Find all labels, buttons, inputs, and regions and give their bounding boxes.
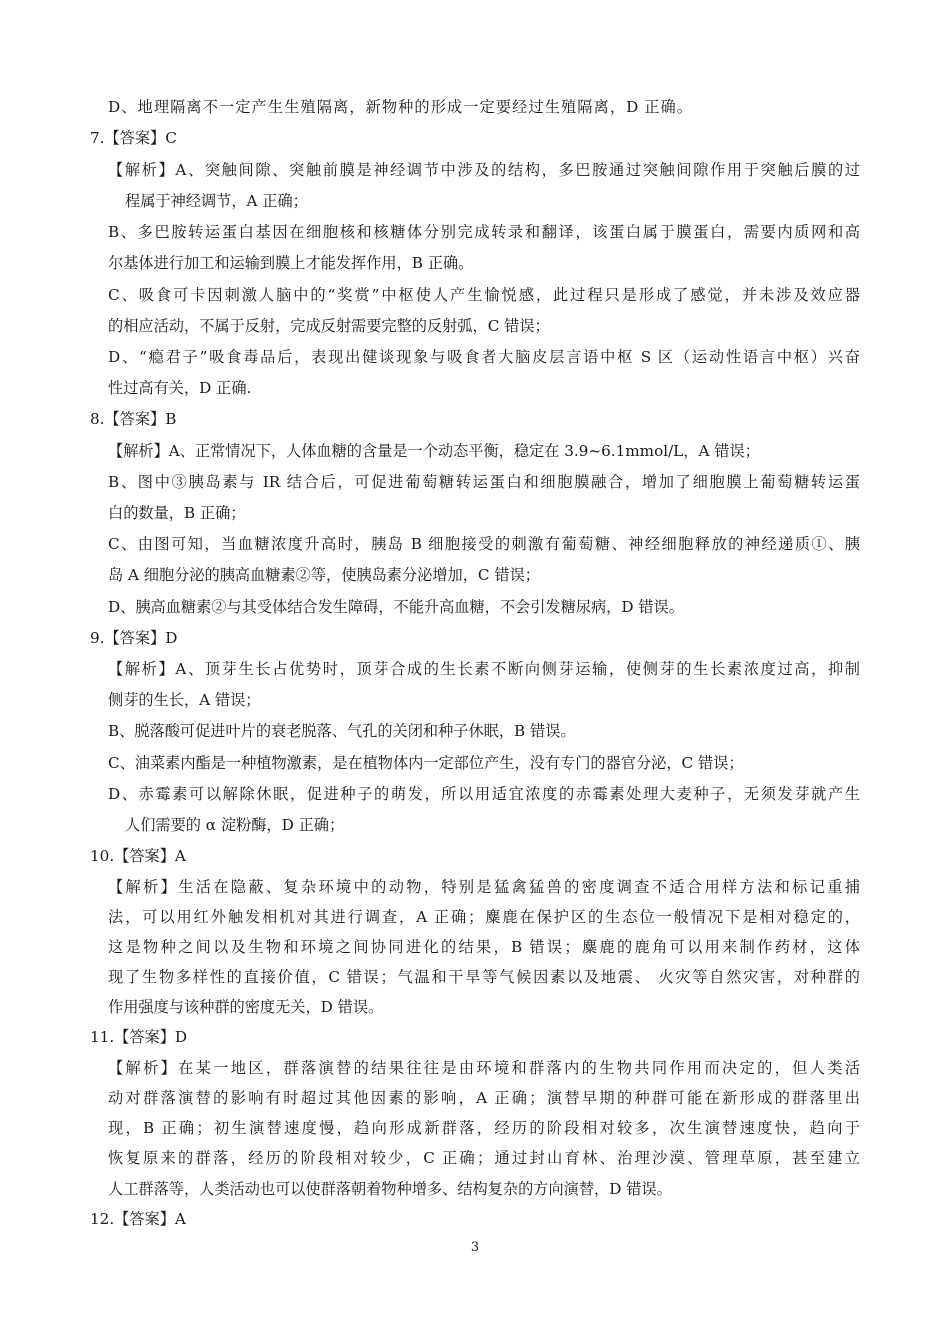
text-line: D、“瘾君子”吸食毒品后，表现出健谈现象与吸食者大脑皮层言语中枢 S 区（运动性语言中枢）兴奋 (108, 348, 860, 366)
text-line: 现了生物多样性的直接价值，C 错误；气温和干旱等气候因素以及地震、 火灾等自然灾害，对种群的 (108, 968, 860, 986)
text-line: 【解析】在某一地区，群落演替的结果往往是由环境和群落内的生物共同作用而决定的，但人类活 (108, 1059, 860, 1077)
answer-heading: 9.【答案】D (90, 629, 178, 647)
text-line: 的相应活动，不属于反射，完成反射需要完整的反射弧，C 错误； (108, 317, 550, 335)
text-line: 恢复原来的群落，经历的阶段相对较少，C 正确；通过封山育林、治理沙漠、管理草原，甚至建立 (108, 1149, 860, 1167)
text-line: 作用强度与该种群的密度无关，D 错误。 (108, 998, 384, 1016)
text-line: 现，B 正确；初生演替速度慢，趋向形成新群落，经历的阶段相对较多，次生演替速度快，趋向于 (108, 1119, 860, 1137)
text-line: 侧芽的生长，A 错误； (108, 691, 261, 709)
text-line: D、地理隔离不一定产生生殖隔离，新物种的形成一定要经过生殖隔离，D 正确。 (108, 98, 692, 116)
text-line: B、脱落酸可促进叶片的衰老脱落、气孔的关闭和种子休眠，B 错误。 (108, 722, 576, 740)
answer-heading: 11.【答案】D (90, 1028, 188, 1046)
text-line: C、油菜素内酯是一种植物激素，是在植物体内一定部位产生，没有专门的器官分泌，C 错误； (108, 754, 744, 772)
answer-heading: 10.【答案】A (90, 847, 186, 865)
text-line: B、图中③胰岛素与 IR 结合后，可促进葡萄糖转运蛋白和细胞膜融合，增加了细胞膜上葡萄糖转运蛋 (108, 473, 860, 491)
text-line: 白的数量，B 正确； (108, 504, 246, 522)
page-number: 3 (470, 1240, 480, 1255)
text-line: B、多巴胺转运蛋白基因在细胞核和核糖体分别完成转录和翻译，该蛋白属于膜蛋白，需要内质网和高 (108, 223, 860, 241)
text-line: 【解析】生活在隐蔽、复杂环境中的动物，特别是猛禽猛兽的密度调查不适合用样方法和标记重捕 (108, 878, 860, 896)
text-line: 岛 A 细胞分泌的胰高血糖素②等，使胰岛素分泌增加，C 错误； (108, 566, 540, 584)
text-line: 这是物种之间以及生物和环境之间协同进化的结果，B 错误；麋鹿的鹿角可以用来制作药材，这体 (108, 938, 860, 956)
text-line: 【解析】A、突触间隙、突触前膜是神经调节中涉及的结构，多巴胺通过突触间隙作用于突触后膜的过 (108, 161, 860, 179)
answer-heading: 12.【答案】A (90, 1210, 186, 1228)
text-line: C、吸食可卡因刺激人脑中的“奖赏”中枢使人产生愉悦感，此过程只是形成了感觉，并未涉及效应器 (108, 286, 860, 304)
text-line: D、胰高血糖素②与其受体结合发生障碍，不能升高血糖，不会引发糖尿病，D 错误。 (108, 598, 684, 616)
text-line: 性过高有关，D 正确. (108, 379, 252, 397)
text-line: 【解析】A、正常情况下，人体血糖的含量是一个动态平衡，稳定在 3.9~6.1mmol/L，A 错误； (108, 442, 760, 460)
text-line: 人们需要的 α 淀粉酶，D 正确； (125, 816, 345, 834)
text-line: D、赤霉素可以解除休眠，促进种子的萌发，所以用适宜浓度的赤霉素处理大麦种子，无须发芽就产生 (108, 785, 860, 803)
text-line: 人工群落等，人类活动也可以使群落朝着物种增多、结构复杂的方向演替，D 错误。 (108, 1180, 672, 1198)
text-line: 动对群落演替的影响有时超过其他因素的影响，A 正确；演替早期的种群可能在新形成的群落里出 (108, 1089, 860, 1107)
answer-heading: 8.【答案】B (90, 410, 177, 428)
text-line: 【解析】A、顶芽生长占优势时，顶芽合成的生长素不断向侧芽运输，使侧芽的生长素浓度过高，抑制 (108, 660, 860, 678)
text-line: C、由图可知，当血糖浓度升高时，胰岛 B 细胞接受的刺激有葡萄糖、神经细胞释放的神经递质①、胰 (108, 535, 860, 553)
text-line: 程属于神经调节，A 正确； (125, 192, 308, 210)
text-line: 尔基体进行加工和运输到膜上才能发挥作用，B 正确。 (108, 254, 474, 272)
text-line: 法，可以用红外触发相机对其进行调查，A 正确；麋鹿在保护区的生态位一般情况下是相对稳定的， (108, 908, 860, 926)
answer-heading: 7.【答案】C (90, 129, 177, 147)
